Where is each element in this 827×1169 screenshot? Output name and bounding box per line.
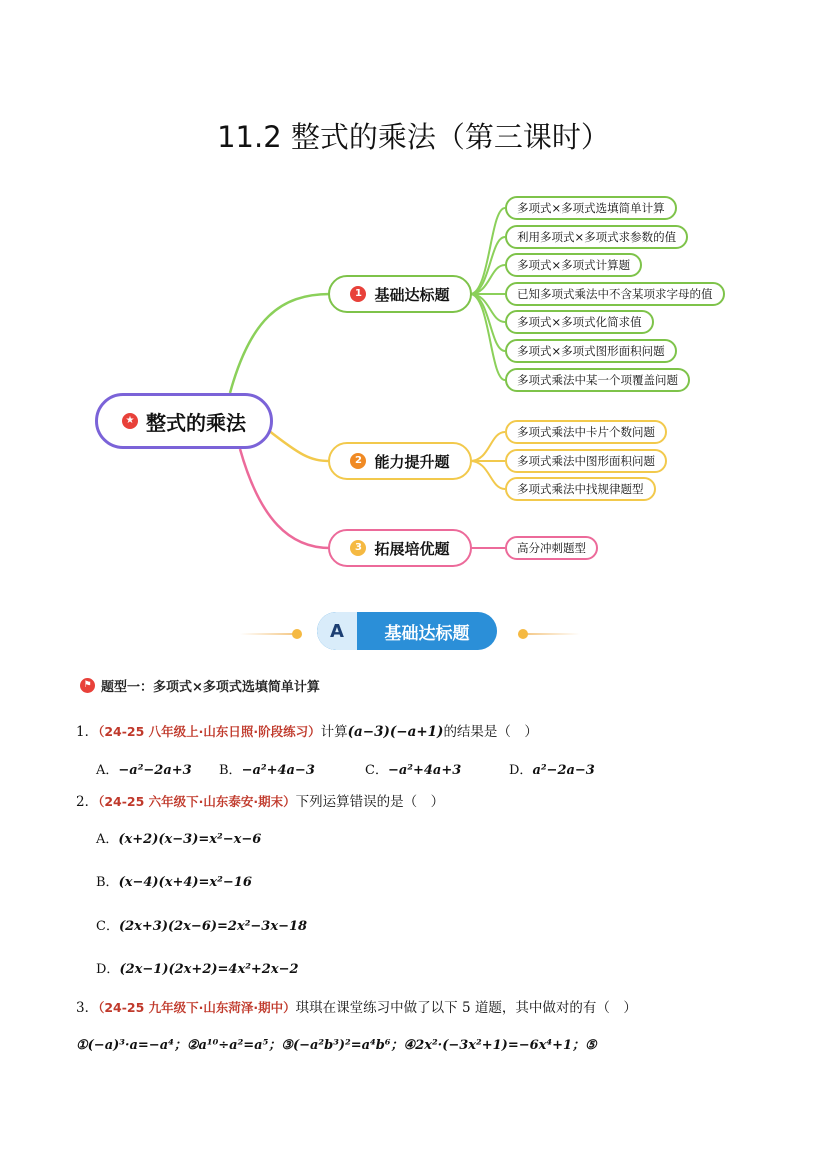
option-letter: A． xyxy=(96,763,119,778)
option-letter: B． xyxy=(219,763,242,778)
question-stem: 琪琪在课堂练习中做了以下 5 道题，其中做对的有（ ） xyxy=(295,1000,637,1016)
branch-label: 基础达标题 xyxy=(374,285,450,304)
option-letter: B． xyxy=(96,875,119,890)
section-letter: A xyxy=(317,612,357,650)
page-title: 11.2 整式的乘法（第三课时） xyxy=(217,120,610,154)
number-two-icon: 2 xyxy=(350,453,366,469)
dot-icon xyxy=(518,629,528,639)
mindmap-leaf: 多项式乘法中某一个项覆盖问题 xyxy=(505,368,690,392)
mindmap-leaf: 多项式乘法中找规律题型 xyxy=(505,477,656,501)
math-expression: −a²+4a+3 xyxy=(387,763,462,778)
branch-label: 拓展培优题 xyxy=(374,539,450,558)
mindmap-leaf: 多项式×多项式选填简单计算 xyxy=(505,196,677,220)
mindmap-leaf: 利用多项式×多项式求参数的值 xyxy=(505,225,688,249)
connector-root-branch1 xyxy=(230,294,330,393)
option-letter: A． xyxy=(96,832,119,847)
question-source: （24-25 八年级上·山东日照·阶段练习） xyxy=(98,724,321,739)
mindmap-leaf: 高分冲刺题型 xyxy=(505,536,598,560)
math-expression: −a²+4a−3 xyxy=(241,763,315,778)
mindmap-leaf: 多项式乘法中卡片个数问题 xyxy=(505,420,667,444)
question-stem: 的结果是（ ） xyxy=(443,724,538,740)
mindmap-branch-3 xyxy=(328,529,472,567)
math-expression: −a²−2a+3 xyxy=(118,763,192,778)
option-b xyxy=(96,871,252,890)
mindmap-leaf: 已知多项式乘法中不含某项求字母的值 xyxy=(505,282,725,306)
question-number: 2． xyxy=(76,794,99,810)
question-source: （24-25 九年级下·山东菏泽·期中） xyxy=(98,1000,296,1015)
option-a xyxy=(96,828,261,847)
math-expression: (x−4)(x+4)=x²−16 xyxy=(118,875,252,890)
question-source: （24-25 六年级下·山东泰安·期末） xyxy=(98,794,296,809)
type-heading-label: 题型一：多项式×多项式选填简单计算 xyxy=(101,680,320,695)
option-c xyxy=(365,759,461,778)
star-icon: ★ xyxy=(122,413,138,429)
math-expression: (x+2)(x−3)=x²−x−6 xyxy=(118,832,262,847)
question-number: 1． xyxy=(76,724,99,740)
math-expression: a²−2a−3 xyxy=(532,763,595,778)
mindmap-leaf: 多项式×多项式图形面积问题 xyxy=(505,339,677,363)
number-three-icon: 3 xyxy=(350,540,366,556)
dot-icon xyxy=(292,629,302,639)
option-a xyxy=(96,759,192,778)
section-badge xyxy=(317,612,497,650)
mindmap-branch-2 xyxy=(328,442,472,480)
divider xyxy=(520,633,580,635)
option-c xyxy=(96,915,307,934)
question-1 xyxy=(76,720,538,740)
option-d xyxy=(96,958,299,977)
option-d xyxy=(509,759,595,778)
option-letter: D． xyxy=(509,763,533,778)
math-expression: ①(−a)³·a=−a⁴；②a¹⁰÷a²=a⁵；③(−a²b³)²=a⁴b⁶；④2x²·(−3x²+1)=−6x⁴+1；⑤ xyxy=(76,1038,597,1053)
type-heading xyxy=(80,676,320,695)
question-stem: 计算 xyxy=(320,724,348,740)
section-label: 基础达标题 xyxy=(384,623,470,644)
option-letter: C． xyxy=(96,919,119,934)
flag-icon: ⚑ xyxy=(80,678,95,693)
number-one-icon: 1 xyxy=(350,286,366,302)
section-header xyxy=(240,612,580,652)
question-stem: 下列运算错误的是（ ） xyxy=(295,794,445,810)
question-3-items xyxy=(76,1034,597,1053)
divider xyxy=(240,633,300,635)
question-number: 3． xyxy=(76,1000,99,1016)
question-2 xyxy=(76,790,444,810)
mindmap-branch-1 xyxy=(328,275,472,313)
branch-label: 能力提升题 xyxy=(374,452,450,471)
math-expression: (2x+3)(2x−6)=2x²−3x−18 xyxy=(118,919,308,934)
mindmap-leaf: 多项式乘法中图形面积问题 xyxy=(505,449,667,473)
mindmap-leaf: 多项式×多项式化简求值 xyxy=(505,310,654,334)
option-letter: D． xyxy=(96,962,120,977)
connector-root-branch3 xyxy=(240,449,330,548)
mindmap-leaf: 多项式×多项式计算题 xyxy=(505,253,642,277)
option-letter: C． xyxy=(365,763,388,778)
math-expression: (a−3)(−a+1) xyxy=(347,724,444,740)
option-b xyxy=(219,759,315,778)
connector-root-branch2 xyxy=(268,430,330,461)
math-expression: (2x−1)(2x+2)=4x²+2x−2 xyxy=(119,962,299,977)
question-3 xyxy=(76,996,637,1016)
mindmap-root-label: 整式的乘法 xyxy=(146,410,246,435)
mindmap-root xyxy=(95,393,273,449)
